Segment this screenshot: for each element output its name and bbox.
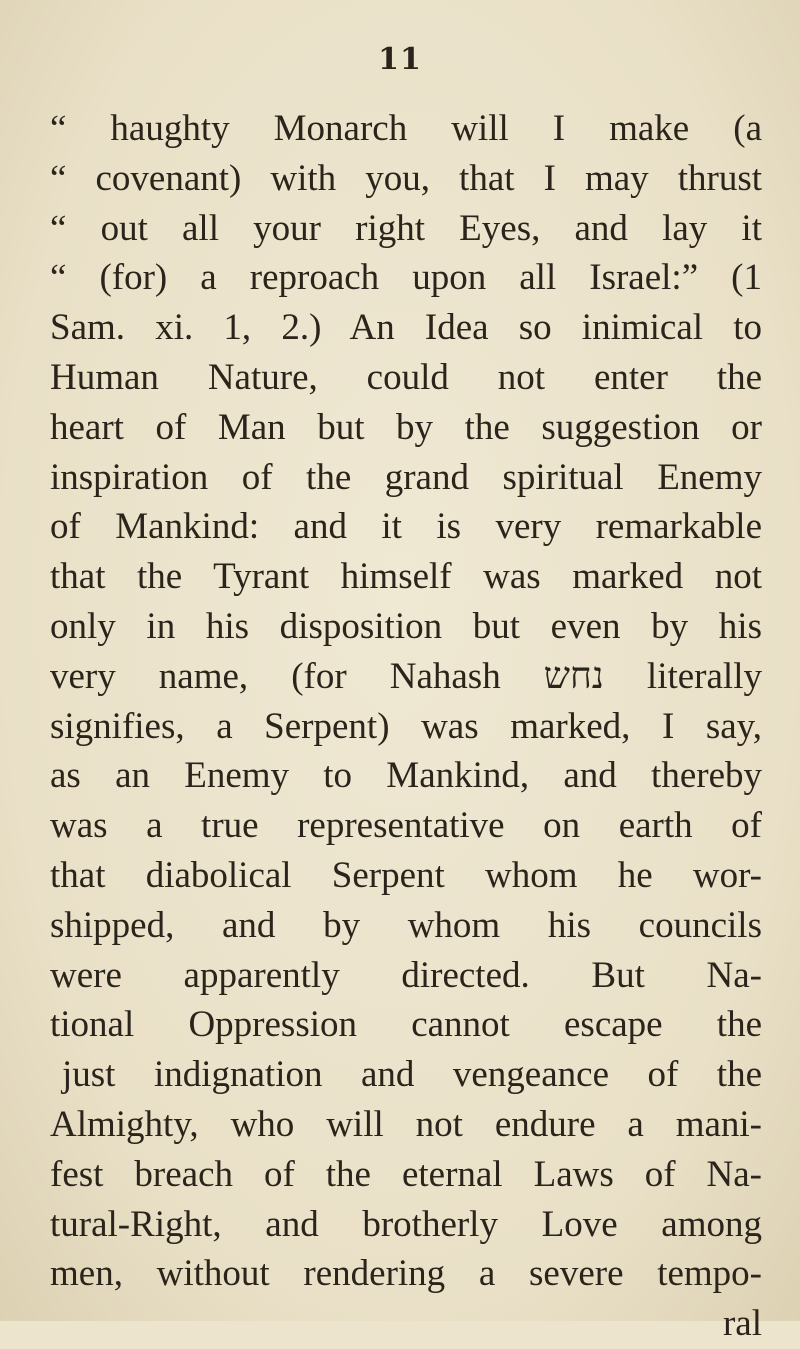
body-text [50,104,762,1349]
text-line: that diabolical Serpent whom he wor- [50,854,762,896]
text-line: very name, (for Nahash נחש literally [50,655,762,697]
text-line: Almighty, who will not endure a mani- [50,1103,762,1145]
catchword: ral [722,1303,762,1345]
text-line: Sam. xi. 1, 2.) An Idea so inimical to [50,307,762,349]
text-line: were apparently directed. But Na- [50,954,762,996]
text-line: tural-Right, and brotherly Love among [50,1203,762,1245]
page-number: 11 [378,42,422,77]
text-line: signifies, a Serpent) was marked, I say, [50,705,762,747]
text-line: only in his disposition but even by his [50,605,762,647]
text-line: shipped, and by whom his councils [50,904,762,946]
text-line: was a true representative on earth of [50,805,762,847]
text-line: as an Enemy to Mankind, and thereby [50,755,762,797]
text-line: inspiration of the grand spiritual Enemy [50,456,762,498]
text-line: just indignation and vengeance of the [62,1054,762,1096]
text-line: men, without rendering a severe tempo- [50,1253,762,1295]
text-line: “ covenant) with you, that I may thrust [50,157,762,199]
text-line: of Mankind: and it is very remarkable [50,506,762,548]
text-line: “ haughty Monarch will I make (a [50,108,762,149]
text-line: fest breach of the eternal Laws of Na- [50,1153,762,1195]
text-line: heart of Man but by the suggestion or [50,406,762,448]
text-line: “ (for) a reproach upon all Israel:” (1 [50,257,762,299]
text-line: Human Nature, could not enter the [50,356,762,398]
text-line: tional Oppression cannot escape the [50,1004,762,1046]
text-line: that the Tyrant himself was marked not [50,556,762,598]
text-line: “ out all your right Eyes, and lay it [50,207,762,249]
